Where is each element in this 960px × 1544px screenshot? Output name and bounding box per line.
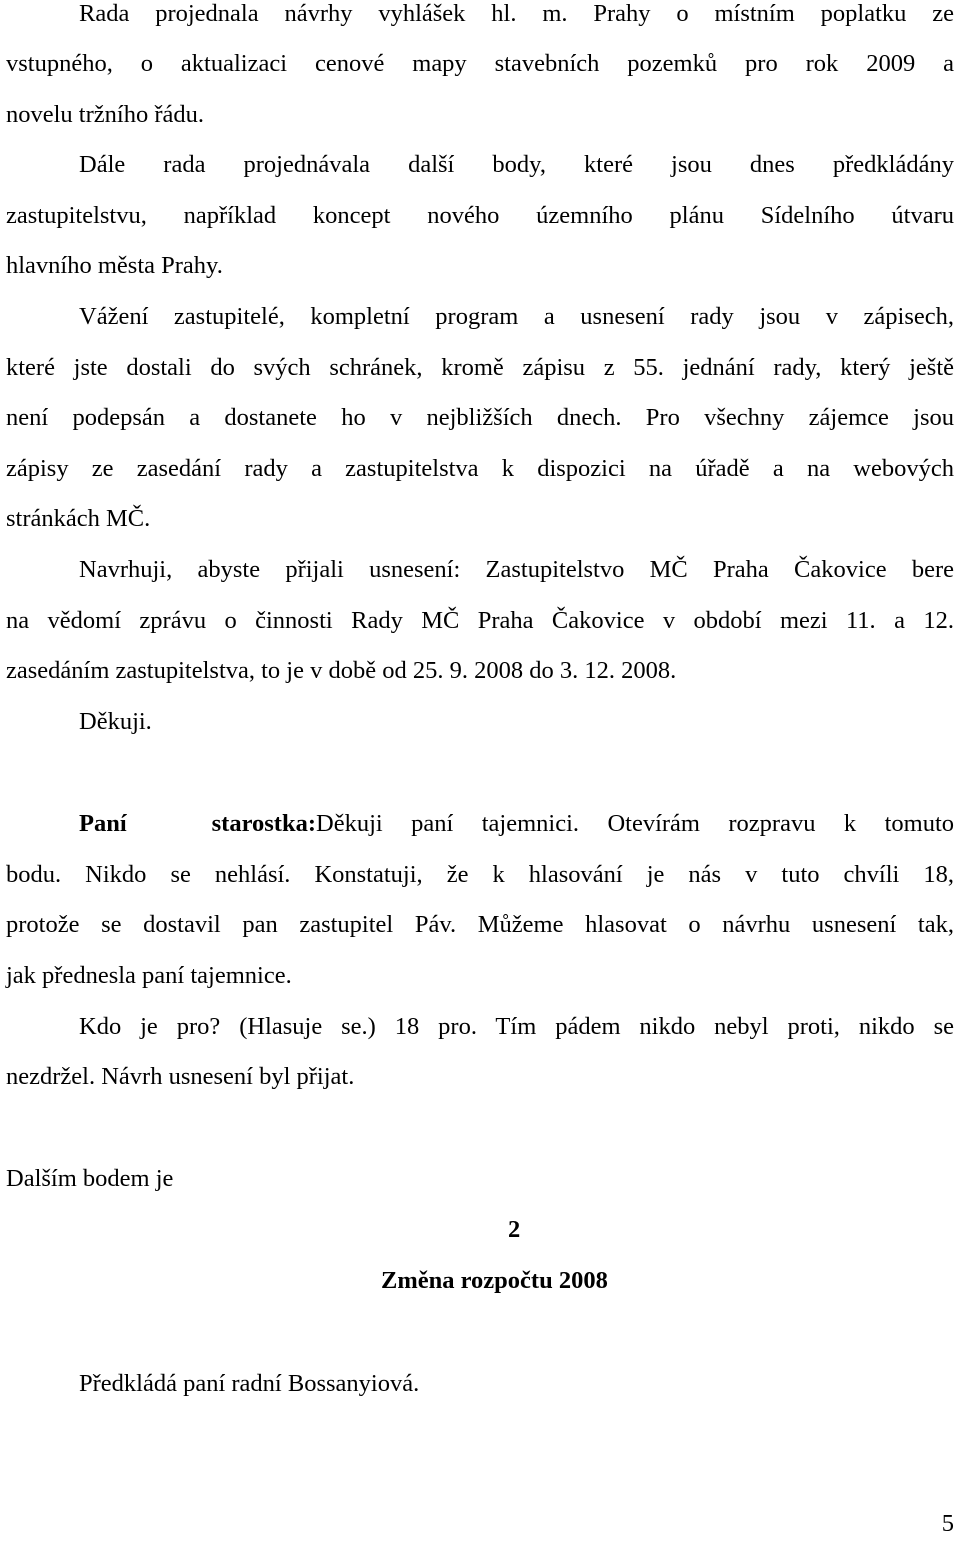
paragraph-line: novelu tržního řádu. (6, 101, 204, 128)
paragraph-line: Kdo je pro? (Hlasuje se.) 18 pro. Tím pádem nikdo nebyl proti, nikdo se (79, 1013, 954, 1040)
paragraph-line: Dále rada projednávala další body, které jsou dnes předkládány (79, 151, 954, 178)
paragraph-line: vstupného, o aktualizaci cenové mapy stavebních pozemků pro rok 2009 a (6, 50, 954, 77)
paragraph-line: jak přednesla paní tajemnice. (6, 962, 292, 989)
speaker-text: Děkuji paní tajemnici. Otevírám rozpravu k tomuto (316, 810, 954, 837)
paragraph-line: Vážení zastupitelé, kompletní program a usnesení rady jsou v zápisech, (79, 303, 954, 330)
speaker-name: Paní starostka: (79, 810, 316, 837)
paragraph-line: na vědomí zprávu o činnosti Rady MČ Praha Čakovice v období mezi 11. a 12. (6, 607, 954, 634)
paragraph-line: hlavního města Prahy. (6, 252, 223, 279)
paragraph-line: zasedáním zastupitelstva, to je v době od 25. 9. 2008 do 3. 12. 2008. (6, 657, 677, 684)
paragraph-line: Předkládá paní radní Bossanyiová. (79, 1370, 420, 1397)
item-number: 2 (508, 1216, 521, 1243)
paragraph-line: Rada projednala návrhy vyhlášek hl. m. Prahy o místním poplatku ze (79, 0, 954, 27)
paragraph-line: nezdržel. Návrh usnesení byl přijat. (6, 1063, 355, 1090)
speaker-line (79, 804, 954, 844)
paragraph-line: Dalším bodem je (6, 1165, 174, 1192)
paragraph-line: stránkách MČ. (6, 505, 151, 532)
paragraph-line: Děkuji. (79, 708, 152, 735)
paragraph-line: bodu. Nikdo se nehlásí. Konstatuji, že k hlasování je nás v tuto chvíli 18, (6, 861, 954, 888)
page-number: 5 (941, 1510, 954, 1537)
paragraph-line: zápisy ze zasedání rady a zastupitelstva k dispozici na úřadě a na webových (6, 455, 954, 482)
paragraph-line: které jste dostali do svých schránek, kromě zápisu z 55. jednání rady, který ještě (6, 354, 954, 381)
paragraph-line: Navrhuji, abyste přijali usnesení: Zastupitelstvo MČ Praha Čakovice bere (79, 556, 954, 583)
paragraph-line: není podepsán a dostanete ho v nejbližších dnech. Pro všechny zájemce jsou (6, 404, 954, 431)
paragraph-line: zastupitelstvu, například koncept nového územního plánu Sídelního útvaru (6, 202, 954, 229)
item-title: Změna rozpočtu 2008 (381, 1267, 608, 1294)
paragraph-line: protože se dostavil pan zastupitel Páv. Můžeme hlasovat o návrhu usnesení tak, (6, 911, 954, 938)
